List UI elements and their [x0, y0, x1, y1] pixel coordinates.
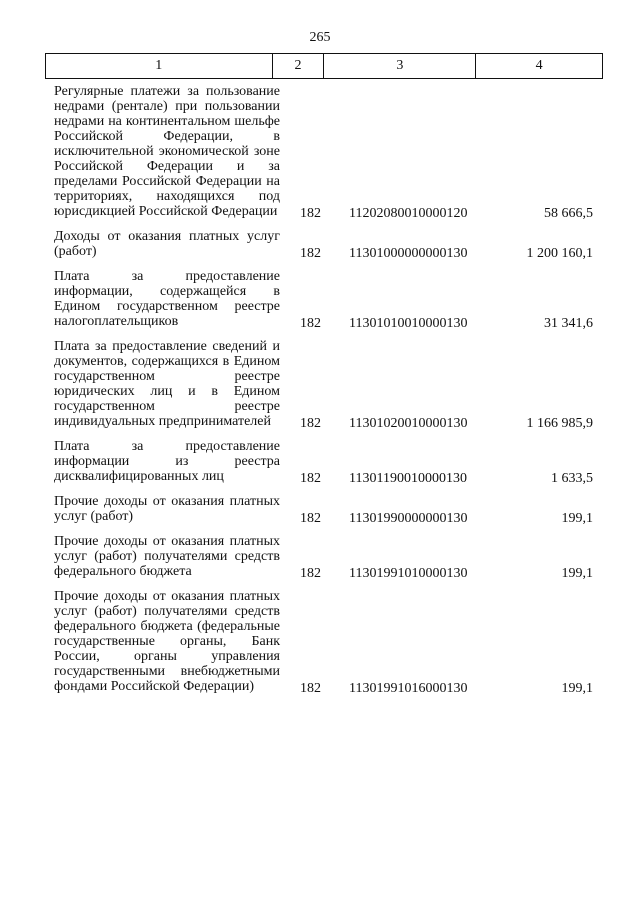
row-amount: 199,1 [561, 681, 593, 696]
row-amount: 31 341,6 [544, 316, 593, 331]
row-kbk-code: 11301190010000130 [349, 471, 467, 486]
row-admin-code: 182 [300, 416, 321, 431]
row-description: Прочие доходы от оказания платных услуг (работ) [54, 494, 280, 524]
row-admin-code: 182 [300, 511, 321, 526]
row-admin-code: 182 [300, 316, 321, 331]
row-kbk-code: 11301990000000130 [349, 511, 468, 526]
row-amount: 1 633,5 [551, 471, 593, 486]
row-description: Регулярные платежи за пользование недрами (рентале) при пользовании недрами на континентальном шельфе Российской Федерации, в исключительной экономической зоне Российской Федерации и за пределами Российской Федерации на территориях, находящихся под юрисдикцией Российской Федерации [54, 84, 280, 219]
row-amount: 199,1 [561, 566, 593, 581]
table-row [0, 84, 640, 219]
page-number: 265 [309, 30, 331, 45]
row-description: Плата за предоставление информации из реестра дисквалифицированных лиц [54, 439, 280, 484]
row-kbk-code: 11301000000000130 [349, 246, 468, 261]
table-row [0, 339, 640, 429]
row-amount: 1 166 985,9 [526, 416, 593, 431]
row-description: Плата за предоставление сведений и документов, содержащихся в Едином государственном реестре юридических лиц и в Едином государственном реестре индивидуальных предпринимателей [54, 339, 280, 429]
column-header-row [46, 54, 603, 79]
row-kbk-code: 11301991016000130 [349, 681, 468, 696]
row-description: Плата за предоставление информации, содержащейся в Едином государственном реестре налогоплательщиков [54, 269, 280, 329]
table-row [0, 534, 640, 579]
row-admin-code: 182 [300, 471, 321, 486]
row-kbk-code: 11202080010000120 [349, 206, 468, 221]
column-header-1: 1 [46, 54, 273, 79]
column-header-2: 2 [272, 54, 324, 79]
table-row [0, 229, 640, 259]
table-row [0, 589, 640, 694]
row-kbk-code: 11301020010000130 [349, 416, 468, 431]
row-amount: 199,1 [561, 511, 593, 526]
table-row [0, 439, 640, 484]
row-kbk-code: 11301010010000130 [349, 316, 468, 331]
row-amount: 58 666,5 [544, 206, 593, 221]
row-description: Прочие доходы от оказания платных услуг (работ) получателями средств федерального бюджета [54, 534, 280, 579]
column-header-4: 4 [476, 54, 603, 79]
row-description: Прочие доходы от оказания платных услуг (работ) получателями средств федерального бюджета (федеральные государственные органы, Банк России, органы управления государственными внебюджетными фондами Российской Федерации) [54, 589, 280, 694]
table-row [0, 494, 640, 524]
row-admin-code: 182 [300, 681, 321, 696]
row-description: Доходы от оказания платных услуг (работ) [54, 229, 280, 259]
table-row [0, 269, 640, 329]
row-kbk-code: 11301991010000130 [349, 566, 468, 581]
column-header-3: 3 [324, 54, 476, 79]
column-header-table [45, 53, 603, 79]
row-admin-code: 182 [300, 566, 321, 581]
row-admin-code: 182 [300, 246, 321, 261]
table-body [0, 84, 640, 704]
row-admin-code: 182 [300, 206, 321, 221]
row-amount: 1 200 160,1 [526, 246, 593, 261]
